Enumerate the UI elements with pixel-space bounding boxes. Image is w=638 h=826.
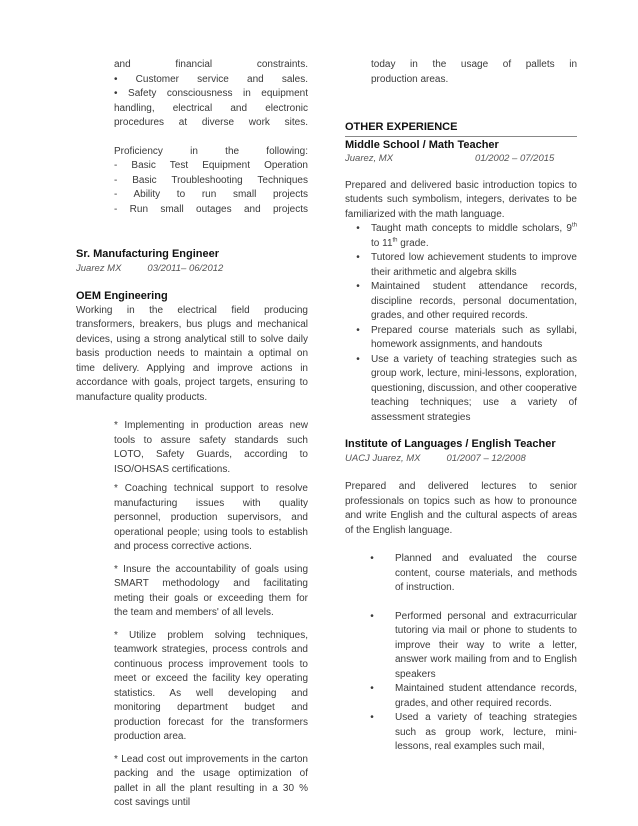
continued-text — [345, 58, 577, 87]
list-item: * Implementing in production areas new tools to assure safety standards such LOTO, Safety Guards, according to ISO/OHSAS certifications. — [114, 420, 308, 475]
list-item: * Insure the accountability of goals using SMART methodology and facilitating meting their goals or exceeding them for the team and members' of all levels. — [114, 563, 308, 618]
job-title: Middle School / Math Teacher — [345, 138, 499, 151]
list-item: * Coaching technical support to resolve manufacturing issues with quality personnel, production supervisors, and operational people; using tools to establish and process corrective actions. — [114, 483, 308, 552]
proficiency-line: - Basic Troubleshooting Techniques — [114, 174, 308, 186]
proficiency-line: - Ability to run small projects — [114, 189, 308, 200]
list-item — [345, 552, 577, 596]
bullet-icon: • — [370, 683, 374, 694]
job-summary: Prepared and delivered lectures to senior professionals on topics such as how to pronounce and write English and the cultural aspects of areas of the English language. — [345, 481, 577, 536]
job-location: Juarez, MX — [345, 153, 394, 164]
job-location: UACJ Juarez, MX — [345, 452, 421, 464]
skill-line: • Safety consciousness in equipment — [114, 88, 308, 99]
job-dates: 01/2007 – 12/2008 — [446, 452, 526, 464]
job-dates: 03/2011– 06/2012 — [147, 262, 224, 274]
job-bullets — [345, 222, 577, 425]
bullet-text-part: Taught math concepts to middle scholars, 9 — [371, 223, 572, 234]
bullet-icon: • — [356, 281, 360, 292]
text-line: production areas. — [371, 73, 449, 85]
bullet-icon: • — [356, 353, 360, 365]
proficiency-line: - Run small outages and projects — [114, 203, 308, 215]
job-meta — [345, 152, 577, 167]
bullet-text: Tutored low achievement students to improve their arithmetic and algebra skills — [371, 252, 577, 278]
bullet-text-part: grade. — [397, 237, 429, 249]
skill-line: and financial constraints. — [114, 59, 308, 70]
bullet-text: Prepared course materials such as syllabi, homework assignments, and handouts — [371, 324, 577, 350]
list-item: * Lead cost out improvements in the carton packing and the usage optimization of pallet in all the plant resulting in a 30 % cost savings until — [114, 753, 308, 808]
list-item — [345, 222, 577, 251]
bullet-text-part: to 11 — [371, 237, 393, 249]
continued-skills — [76, 58, 308, 217]
bullet-text: Maintained student attendance records, grades, and other required records. — [395, 683, 577, 709]
job-title: Sr. Manufacturing Engineer — [76, 248, 220, 260]
bullet-icon: • — [370, 610, 374, 622]
list-item — [345, 251, 577, 280]
list-item — [345, 711, 577, 755]
section-title: OTHER EXPERIENCE — [345, 120, 577, 137]
bullet-icon: • — [356, 252, 360, 263]
bullet-text: Used a variety of teaching strategies such as group work, lecture, mini-lessons, real examples such mail, — [395, 712, 577, 752]
job-summary: Prepared and delivered basic introduction topics to students such symbolism, integers, derivates to be familiarized with the math language. — [345, 179, 577, 220]
superscript: th — [392, 237, 398, 244]
proficiency-line: Proficiency in the following: — [114, 145, 308, 157]
company-name: Institute of Languages / English Teacher — [345, 438, 556, 450]
bullet-text: Maintained student attendance records, discipline records, personal documentation, grades, and other required records. — [371, 281, 577, 321]
list-item — [345, 280, 577, 324]
job-bullets — [345, 552, 577, 755]
superscript: th — [571, 222, 577, 229]
list-item: * Utilize problem solving techniques, teamwork strategies, process controls and continuous process improvement tools to meet or exceed the facility key operating statistics. As well developing and monitoring department budget and production forecast for the transformers production area. — [114, 629, 308, 742]
list-item — [345, 610, 577, 683]
job-dates: 01/2002 – 07/2015 — [475, 153, 555, 164]
company-name: OEM Engineering — [76, 290, 168, 302]
list-item — [345, 324, 577, 353]
text-line: today in the usage of pallets in — [371, 59, 577, 70]
bullet-text — [371, 222, 577, 251]
bullet-icon: • — [356, 223, 360, 234]
left-column — [76, 58, 308, 811]
bullet-icon: • — [370, 712, 374, 723]
bullet-icon: • — [356, 324, 360, 336]
bullet-text: Use a variety of teaching strategies such as group work, lecture, mini-lessons, exploration, questioning, discussion, and other cooperative teaching techniques; use a variety of assessment strategies — [371, 353, 577, 423]
job-location: Juarez MX — [76, 262, 122, 274]
job-summary: Working in the electrical field producing transformers, breakers, bus plugs and mechanical devices, using a strong analytical still to solve daily basis production needs to maintain a optimal on time delivery. Applying and improve actions in accordance with goals, project targets, ensuring to manufacture quality products. — [76, 304, 308, 403]
job-meta — [345, 452, 577, 467]
bullet-icon: • — [370, 553, 374, 564]
right-column — [345, 58, 577, 755]
proficiency-line: - Basic Test Equipment Operation — [114, 160, 308, 171]
job-meta — [76, 262, 308, 277]
job-bullets — [76, 419, 308, 811]
bullet-text: Performed personal and extracurricular tutoring via mail or phone to students to improve their way to write a letter, answer work mailing from and to English speakers — [395, 610, 577, 680]
list-item — [345, 353, 577, 426]
skill-line: handling, electrical and electronic — [114, 102, 308, 114]
skill-line: • Customer service and sales. — [114, 73, 308, 85]
bullet-text: Planned and evaluated the course content, course materials, and methods of instruction. — [395, 553, 577, 593]
list-item — [345, 682, 577, 711]
skill-line: procedures at diverse work sites. — [114, 117, 308, 128]
